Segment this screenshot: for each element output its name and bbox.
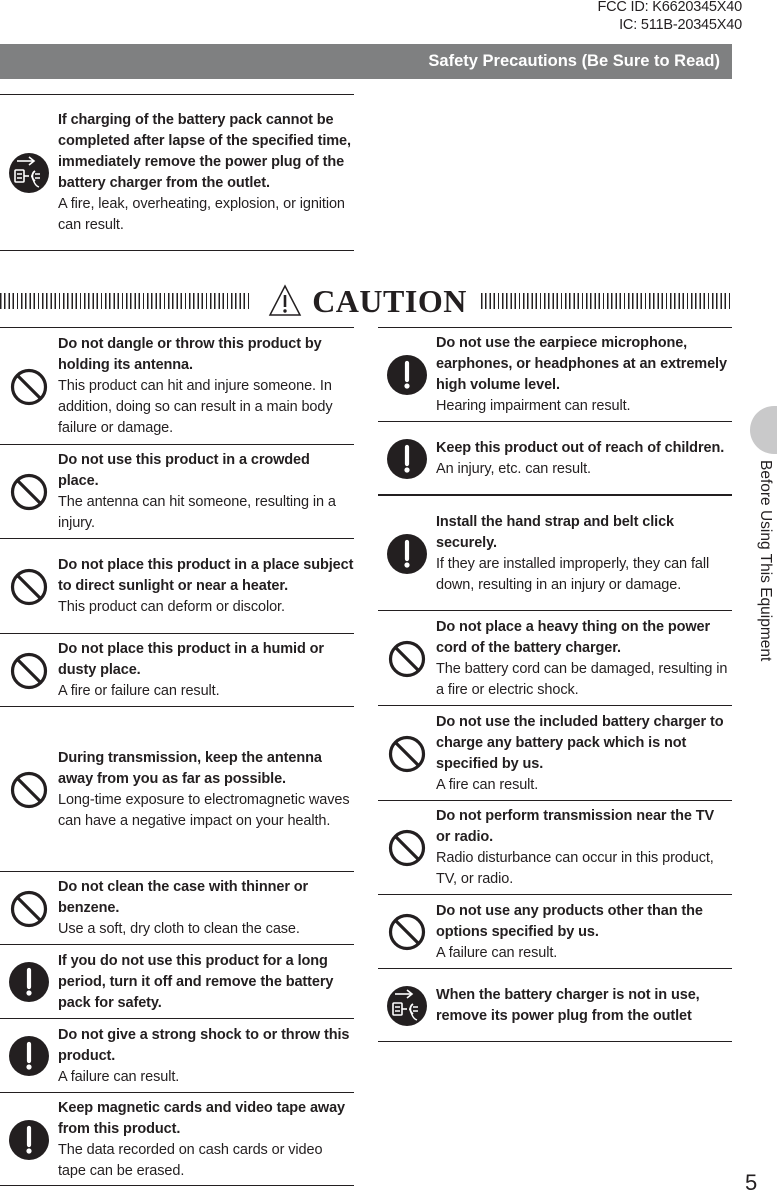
- item-heading: Do not place a heavy thing on the power cord of the battery charger.: [436, 618, 711, 656]
- caution-list-left: [0, 327, 354, 1186]
- mandatory-icon: [387, 439, 427, 479]
- prohibition-icon: [388, 829, 426, 867]
- warning-triangle-icon: [268, 284, 302, 318]
- caution-title: CAUTION: [312, 282, 467, 319]
- caution-item: [378, 327, 732, 421]
- item-description: A fire, leak, overheating, explosion, or ignition can result.: [58, 196, 345, 233]
- item-heading: Do not dangle or throw this product by holding its antenna.: [58, 336, 322, 373]
- item-heading: Do not give a strong shock to or throw this product.: [58, 1026, 350, 1064]
- caution-item: [0, 871, 354, 944]
- caution-item: [0, 944, 354, 1018]
- fcc-id: FCC ID: K6620345X40: [597, 0, 742, 15]
- caution-item: [0, 706, 354, 871]
- prohibition-icon: [10, 771, 48, 809]
- item-heading: Do not clean the case with thinner or benzene.: [58, 879, 309, 916]
- caution-header: [0, 278, 733, 324]
- item-heading: Do not use any products other than the options specified by us.: [436, 902, 703, 940]
- item-heading: If charging of the battery pack cannot be completed after lapse of the specified time, immediately remove the power plug of the battery charger from the outlet.: [58, 112, 351, 191]
- caution-item: [378, 894, 732, 968]
- caution-item: [378, 421, 732, 494]
- item-description: A failure can result.: [436, 944, 558, 961]
- caution-item: [0, 1092, 354, 1186]
- item-description: This product can hit and injure someone. In addition, doing so can result in a main body failure or damage.: [58, 378, 333, 436]
- item-heading: Do not use this product in a crowded place.: [58, 452, 310, 489]
- caution-item: [0, 538, 354, 633]
- item-heading: Do not place this product in a place subject to direct sunlight or near a heater.: [58, 557, 354, 594]
- unplug-icon: [9, 153, 49, 193]
- caution-item: [378, 968, 732, 1042]
- item-description: An injury, etc. can result.: [436, 460, 591, 477]
- prohibition-icon: [10, 473, 48, 511]
- decorative-rule-left: [0, 293, 252, 309]
- caution-item: [0, 444, 354, 538]
- item-description: Long-time exposure to electromagnetic waves can have a negative impact on your health.: [58, 791, 350, 829]
- item-heading: When the battery charger is not in use, remove its power plug from the outlet: [436, 986, 700, 1024]
- item-description: Use a soft, dry cloth to clean the case.: [58, 921, 300, 937]
- item-heading: Keep this product out of reach of children.: [436, 439, 725, 456]
- mandatory-icon: [9, 1120, 49, 1160]
- item-description: The antenna can hit someone, resulting in a injury.: [58, 494, 336, 531]
- item-description: Hearing impairment can result.: [436, 398, 631, 414]
- item-heading: Do not place this product in a humid or dusty place.: [58, 641, 324, 678]
- item-description: If they are installed improperly, they can fall down, resulting in an injury or damage.: [436, 555, 710, 593]
- item-heading: If you do not use this product for a long period, turn it off and remove the battery pack for safety.: [58, 952, 334, 1011]
- ic-id: IC: 511B-20345X40: [619, 16, 742, 33]
- caution-item: [0, 633, 354, 706]
- item-heading: Install the hand strap and belt click securely.: [436, 513, 675, 551]
- item-heading: Do not use the earpiece microphone, earphones, or headphones at an extremely high volume level.: [436, 335, 727, 393]
- caution-item: [0, 327, 354, 444]
- item-description: A fire can result.: [436, 776, 539, 793]
- caution-item: [378, 610, 732, 705]
- caution-list-right: [378, 327, 732, 1042]
- item-description: The battery cord can be damaged, resulting in a fire or electric shock.: [436, 660, 728, 698]
- item-heading: During transmission, keep the antenna away from you as far as possible.: [58, 749, 322, 787]
- section-banner: [0, 44, 732, 79]
- top-warning: [0, 94, 354, 251]
- mandatory-icon: [387, 534, 427, 574]
- caution-item: [378, 705, 732, 800]
- caution-item: [0, 1018, 354, 1092]
- prohibition-icon: [388, 913, 426, 951]
- prohibition-icon: [10, 890, 48, 928]
- unplug-icon: [387, 986, 427, 1026]
- mandatory-icon: [387, 355, 427, 395]
- item-heading: Do not use the included battery charger to charge any battery pack which is not specified by us.: [436, 713, 724, 772]
- section-title: Safety Precautions (Be Sure to Read): [428, 52, 720, 70]
- item-heading: Do not perform transmission near the TV or radio.: [436, 808, 715, 845]
- item-heading: Keep magnetic cards and video tape away from this product.: [58, 1099, 346, 1137]
- fcc-id-block: [597, 0, 742, 34]
- warning-item: [0, 94, 354, 251]
- page-number: 5: [745, 1170, 758, 1195]
- mandatory-icon: [9, 962, 49, 1002]
- side-tab: [750, 406, 777, 454]
- prohibition-icon: [388, 735, 426, 773]
- caution-item: [378, 494, 732, 610]
- side-tab-label: Before Using This Equipment: [757, 460, 774, 662]
- caution-item: [378, 800, 732, 894]
- prohibition-icon: [10, 368, 48, 406]
- item-description: A failure can result.: [58, 1068, 180, 1085]
- prohibition-icon: [388, 640, 426, 678]
- item-description: A fire or failure can result.: [58, 683, 220, 699]
- prohibition-icon: [10, 652, 48, 690]
- mandatory-icon: [9, 1036, 49, 1076]
- prohibition-icon: [10, 568, 48, 606]
- item-description: Radio disturbance can occur in this product, TV, or radio.: [436, 850, 714, 887]
- item-description: This product can deform or discolor.: [58, 599, 285, 615]
- decorative-rule-right: [481, 293, 733, 309]
- item-description: The data recorded on cash cards or video tape can be erased.: [58, 1141, 323, 1179]
